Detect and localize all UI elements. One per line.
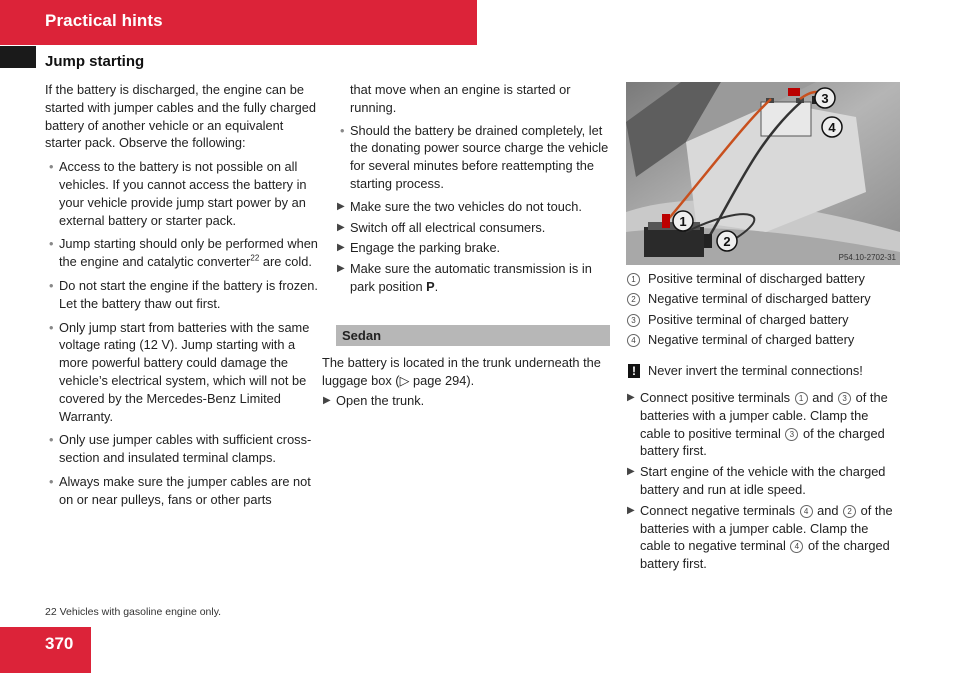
step-item: ▶ Open the trunk.: [323, 393, 425, 409]
warning-note: ! Never invert the terminal connections!: [626, 362, 902, 380]
figure-code: P54.10-2702-31: [838, 253, 896, 262]
triangle-right-icon: ▶: [337, 221, 345, 233]
column-2: [322, 81, 610, 410]
list-item: • Always make sure the jumper cables are not on or near pulleys, fans or other parts: [45, 473, 321, 509]
triangle-right-icon: ▶: [627, 392, 635, 404]
step-item: ▶ Connect negative terminals 4 and 2 of the batteries with a jumper cable. Clamp the cable to negative terminal 4 of the charged battery first.: [627, 502, 893, 572]
list-item: • Do not start the engine if the battery is frozen. Let the battery thaw out first.: [45, 277, 321, 313]
legend-item: 2 Negative terminal of discharged battery: [626, 290, 902, 308]
sedan-steps: [322, 392, 610, 410]
svg-text:4: 4: [828, 120, 836, 135]
list-item: • Should the battery be drained completely, let the donating power source charge the vehicle for several minutes before reattempting the starting process.: [336, 122, 610, 193]
exclamation-icon: !: [628, 364, 640, 378]
footnote: 22 Vehicles with gasoline engine only.: [45, 606, 222, 618]
page-ref-arrow-icon: ▷: [399, 372, 410, 388]
step-item: ▶ Switch off all electrical consumers.: [337, 219, 546, 235]
callout-4: [822, 117, 842, 137]
step-item: ▶ Start engine of the vehicle with the charged battery and run at idle speed.: [627, 464, 886, 498]
triangle-right-icon: ▶: [323, 395, 331, 407]
svg-text:1: 1: [679, 214, 687, 229]
column-3: [626, 270, 902, 573]
section-tab-marker: [0, 46, 36, 68]
list-item: • Access to the battery is not possible on all vehicles. If you cannot access the battery in your vehicle provide jump start power by an external battery or starter pack.: [45, 158, 321, 229]
precaution-list-continued: [336, 122, 610, 193]
intro-paragraph: If the battery is discharged, the engine can be started with jumper cables and the fully charged battery of another vehicle or an equivalent starter pack. Observe the following:: [45, 82, 317, 151]
callout-3: [815, 88, 835, 108]
subheading-sedan: Sedan: [336, 325, 610, 346]
precaution-list: [45, 158, 321, 508]
legend-item: 4 Negative terminal of charged battery: [626, 331, 902, 349]
step-item: ▶ Make sure the automatic transmission is in park position P.: [337, 261, 592, 294]
step-item: ▶ Connect positive terminals 1 and 3 of the batteries with a jumper cable. Clamp the cable to positive terminal 3 of the charged battery first.: [627, 390, 888, 459]
preparation-steps: [336, 198, 610, 296]
step-item: ▶ Engage the parking brake.: [337, 240, 501, 256]
page-header-title: Practical hints: [45, 11, 163, 30]
footnote-ref: 22: [250, 253, 260, 263]
callout-1: [673, 211, 693, 231]
legend-item: 1 Positive terminal of discharged battery: [626, 270, 902, 288]
legend-item: 3 Positive terminal of charged battery: [626, 311, 902, 329]
triangle-right-icon: ▶: [627, 466, 635, 478]
step-item: ▶ Make sure the two vehicles do not touch.: [337, 198, 582, 214]
section-title: Jump starting: [45, 53, 145, 70]
continued-text: that move when an engine is started or running.: [350, 82, 571, 115]
legend: [626, 270, 902, 349]
callout-2: [717, 231, 737, 251]
triangle-right-icon: ▶: [627, 504, 635, 516]
list-item: • Only jump start from batteries with the same voltage rating (12 V). Jump starting with a more powerful battery could damage the vehicle’s electrical system, which will not be covered by the Mercedes-Benz Limited Warranty.: [45, 319, 321, 426]
jump-start-steps: [626, 389, 902, 573]
svg-text:3: 3: [821, 91, 829, 106]
trunk-battery-drawing: [626, 82, 900, 265]
triangle-right-icon: ▶: [337, 242, 345, 254]
triangle-right-icon: ▶: [337, 200, 345, 212]
list-item: • Jump starting should only be performed when the engine and catalytic converter$^{22}$ are cold.: [45, 235, 321, 271]
trunk-battery-illustration: [626, 82, 900, 265]
list-item: • Only use jumper cables with sufficient cross-section and insulated terminal clamps.: [45, 431, 321, 467]
column-1: [45, 81, 321, 509]
sedan-paragraph: The battery is located in the trunk underneath the luggage box (▷ page 294).: [322, 354, 601, 388]
triangle-right-icon: ▶: [337, 263, 345, 275]
svg-text:2: 2: [723, 234, 731, 249]
page-number: 370: [45, 634, 74, 653]
